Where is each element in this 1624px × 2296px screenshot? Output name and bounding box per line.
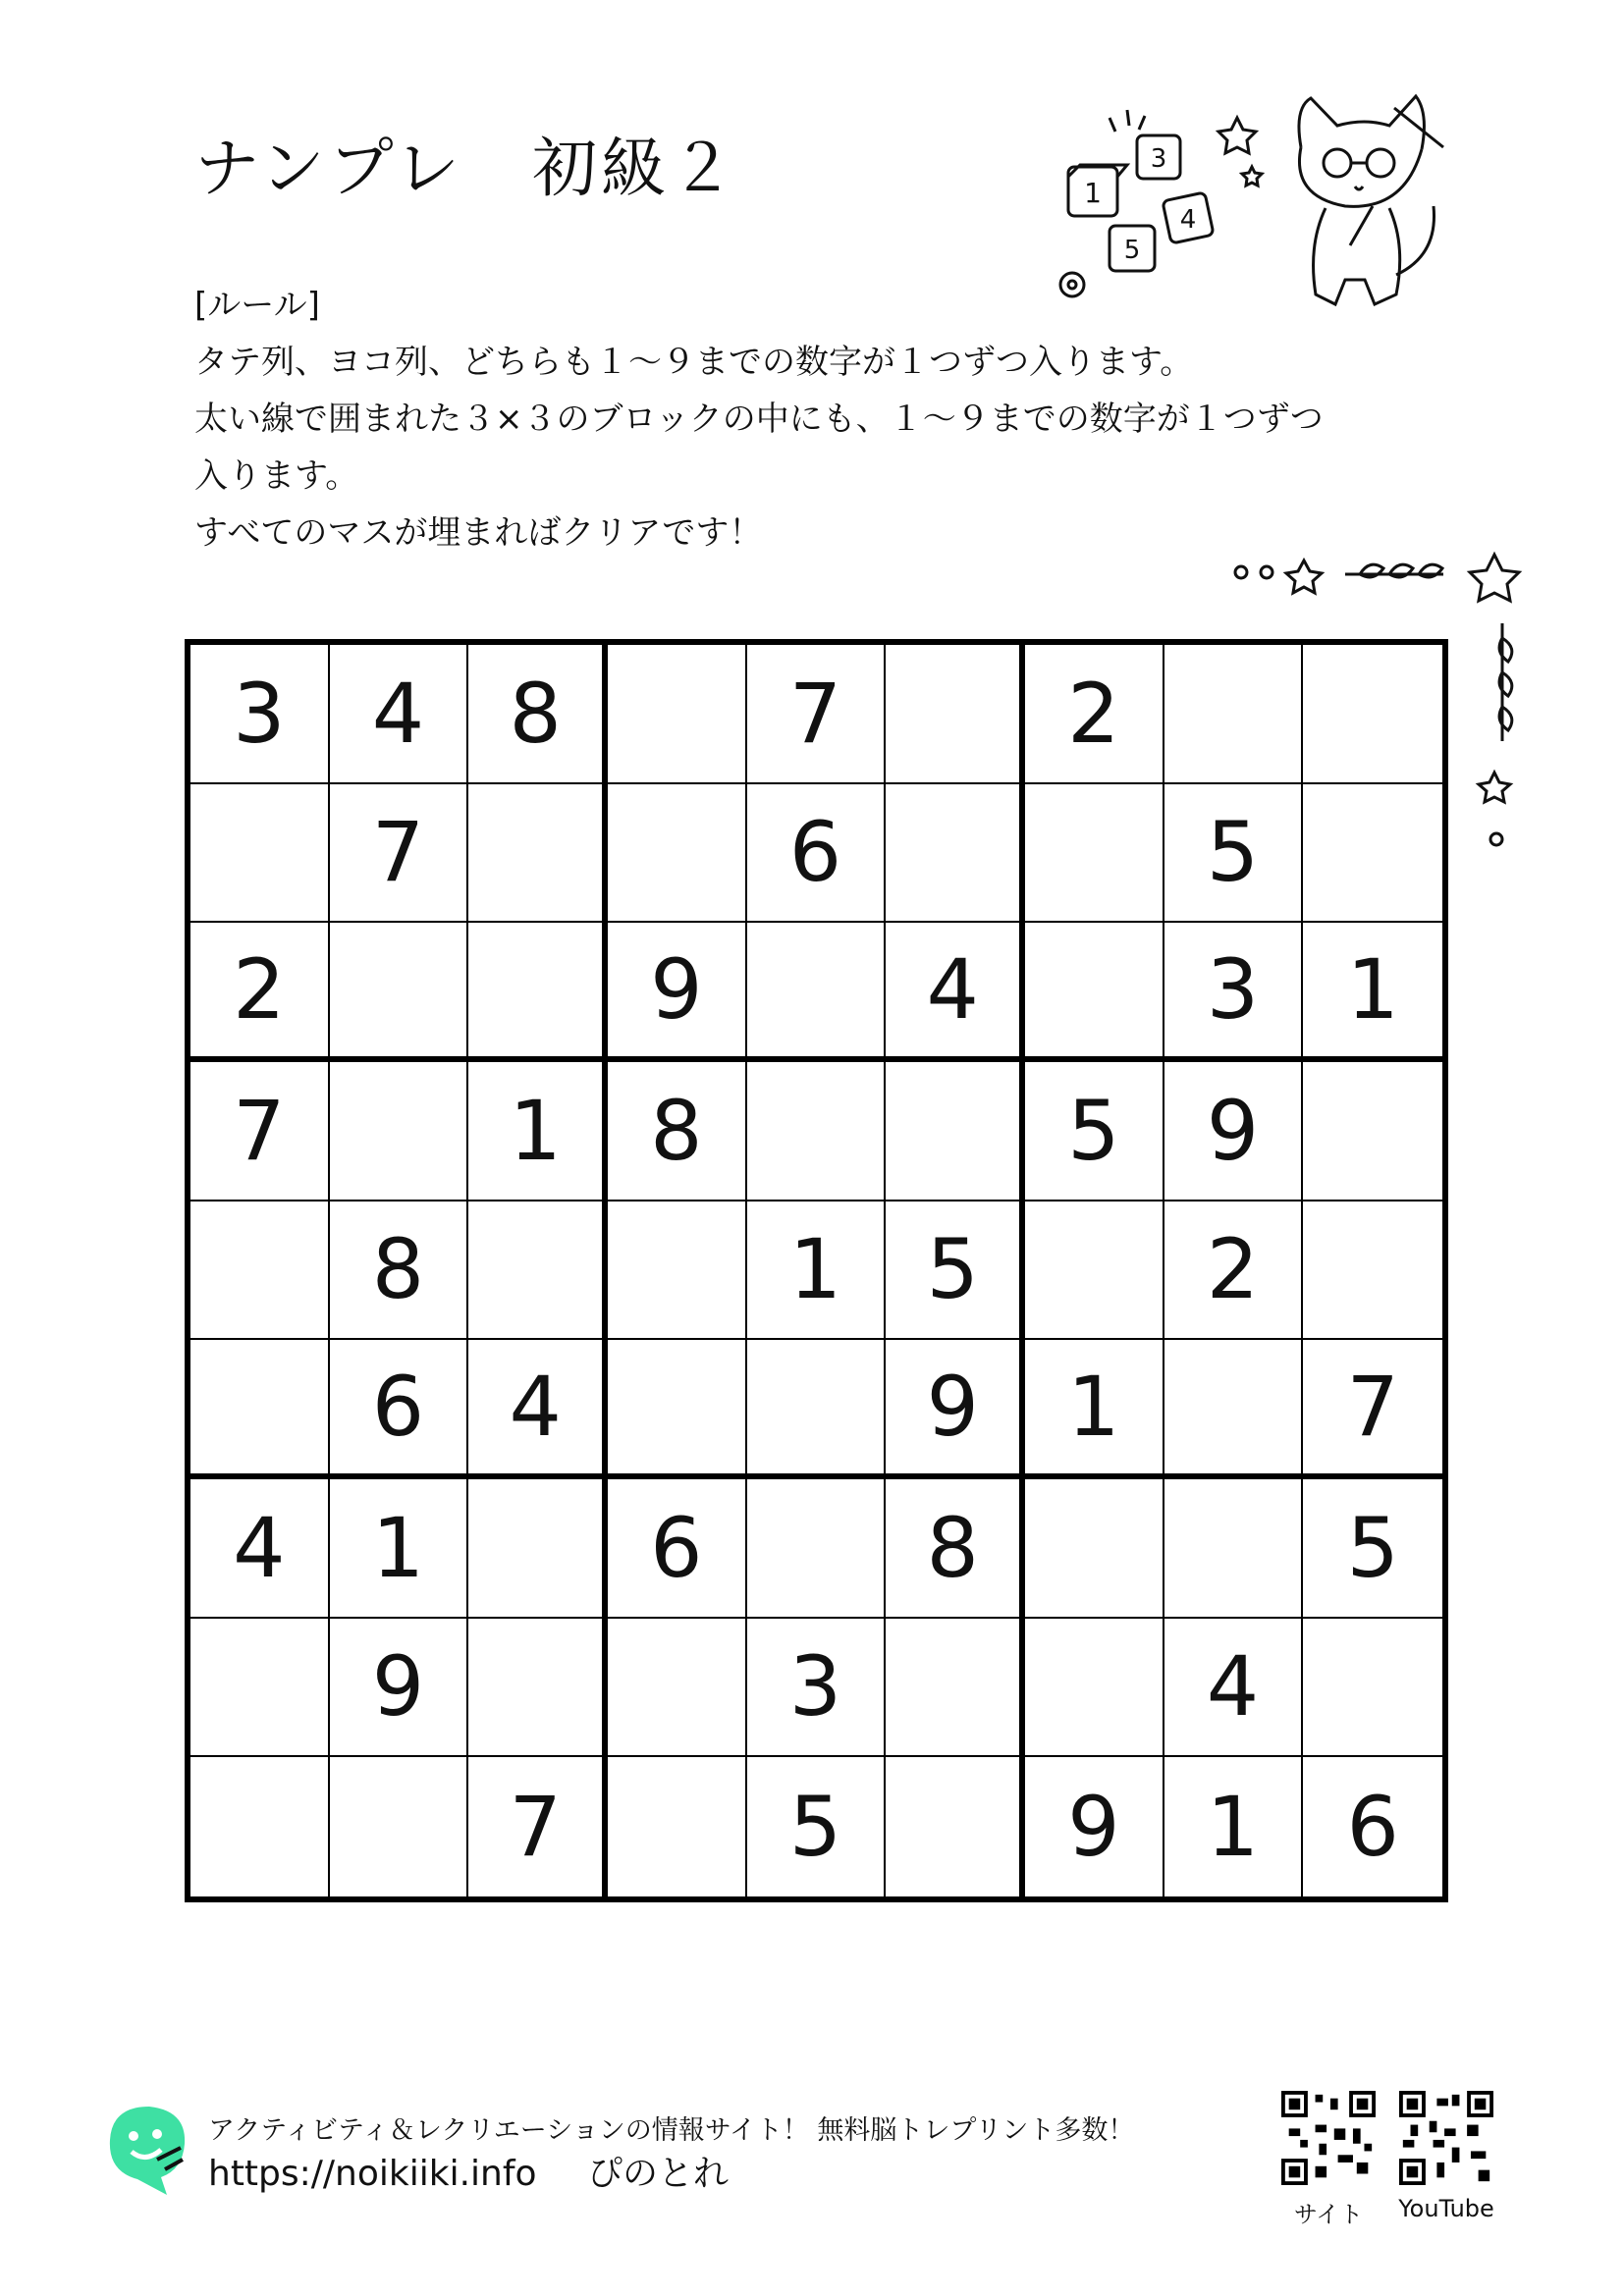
sudoku-cell[interactable]: 5 bbox=[747, 1757, 887, 1896]
svg-text:5: 5 bbox=[1123, 236, 1141, 265]
sudoku-cell[interactable] bbox=[1025, 1619, 1164, 1758]
sudoku-cell[interactable] bbox=[608, 1619, 747, 1758]
page-title: ナンプレ 初級２ bbox=[194, 131, 739, 206]
svg-text:3: 3 bbox=[1150, 144, 1167, 174]
rules-line: 太い線で囲まれた３×３のブロックの中にも、１～９までの数字が１つずつ bbox=[194, 400, 1324, 439]
sudoku-grid bbox=[185, 639, 1448, 1902]
sudoku-cell[interactable] bbox=[190, 784, 330, 924]
qr-site-caption: サイト bbox=[1293, 2201, 1364, 2228]
sudoku-cell[interactable]: 9 bbox=[1025, 1757, 1164, 1896]
sudoku-cell[interactable]: 9 bbox=[886, 1340, 1025, 1479]
sudoku-cell[interactable] bbox=[608, 1757, 747, 1896]
sudoku-cell[interactable] bbox=[1164, 645, 1304, 784]
sudoku-cell[interactable]: 7 bbox=[190, 1062, 330, 1201]
qr-code-icon bbox=[1399, 2091, 1493, 2185]
sudoku-cell[interactable] bbox=[1025, 923, 1164, 1062]
sudoku-cell[interactable] bbox=[468, 784, 608, 924]
sudoku-cell[interactable]: 7 bbox=[1303, 1340, 1442, 1479]
sudoku-cell[interactable] bbox=[1025, 1479, 1164, 1619]
sudoku-cell[interactable]: 1 bbox=[468, 1062, 608, 1201]
sudoku-cell[interactable]: 9 bbox=[608, 923, 747, 1062]
sudoku-cell[interactable]: 5 bbox=[886, 1201, 1025, 1341]
sudoku-cell[interactable] bbox=[608, 1201, 747, 1341]
sudoku-cell[interactable]: 8 bbox=[608, 1062, 747, 1201]
sudoku-cell[interactable] bbox=[886, 645, 1025, 784]
qr-code-icon bbox=[1281, 2091, 1376, 2185]
sudoku-cell[interactable]: 6 bbox=[608, 1479, 747, 1619]
star-icon bbox=[1479, 773, 1510, 802]
sudoku-cell[interactable] bbox=[468, 1619, 608, 1758]
sudoku-cell[interactable]: 4 bbox=[468, 1340, 608, 1479]
sudoku-cell[interactable]: 9 bbox=[330, 1619, 469, 1758]
sudoku-cell[interactable] bbox=[1303, 645, 1442, 784]
sudoku-cell[interactable] bbox=[1025, 1201, 1164, 1341]
footer-description: アクティビティ＆レクリエーションの情報サイト！ 無料脳トレプリント多数！ bbox=[208, 2115, 1135, 2146]
sudoku-cell[interactable] bbox=[1303, 1201, 1442, 1341]
qr-youtube-block[interactable] bbox=[1392, 2091, 1500, 2222]
svg-text:4: 4 bbox=[1179, 205, 1197, 235]
rules-heading: [ルール] bbox=[194, 286, 320, 325]
cat-icon bbox=[1299, 96, 1443, 304]
sudoku-cell[interactable] bbox=[1303, 1619, 1442, 1758]
footer-url-line bbox=[208, 2146, 768, 2196]
sudoku-cell[interactable]: 3 bbox=[190, 645, 330, 784]
sudoku-cell[interactable] bbox=[747, 1340, 887, 1479]
sudoku-cell[interactable]: 8 bbox=[468, 645, 608, 784]
sudoku-cell[interactable]: 1 bbox=[330, 1479, 469, 1619]
sudoku-cell[interactable] bbox=[1164, 1479, 1304, 1619]
site-url-link[interactable]: https://noikiiki.info bbox=[208, 2154, 537, 2194]
star-icon bbox=[1218, 118, 1256, 153]
sudoku-cell[interactable]: 2 bbox=[1164, 1201, 1304, 1341]
sudoku-cell[interactable]: 4 bbox=[190, 1479, 330, 1619]
sudoku-cell[interactable]: 3 bbox=[1164, 923, 1304, 1062]
sudoku-cell[interactable] bbox=[468, 923, 608, 1062]
sudoku-cell[interactable] bbox=[886, 1619, 1025, 1758]
sudoku-cell[interactable] bbox=[330, 1757, 469, 1896]
sudoku-cell[interactable]: 6 bbox=[747, 784, 887, 924]
sudoku-cell[interactable] bbox=[886, 1757, 1025, 1896]
rules-line: すべてのマスが埋まればクリアです！ bbox=[194, 513, 763, 553]
sudoku-cell[interactable]: 6 bbox=[330, 1340, 469, 1479]
sudoku-cell[interactable] bbox=[747, 1479, 887, 1619]
sudoku-cell[interactable] bbox=[886, 784, 1025, 924]
qr-site-block[interactable] bbox=[1274, 2091, 1382, 2229]
sudoku-cell[interactable]: 2 bbox=[190, 923, 330, 1062]
sudoku-cell[interactable]: 4 bbox=[330, 645, 469, 784]
sudoku-cell[interactable] bbox=[190, 1757, 330, 1896]
sudoku-cell[interactable]: 2 bbox=[1025, 645, 1164, 784]
dice-4 bbox=[1163, 192, 1214, 243]
sudoku-cell[interactable]: 4 bbox=[1164, 1619, 1304, 1758]
star-icon bbox=[1286, 561, 1322, 593]
rules-line: 入ります。 bbox=[194, 456, 359, 496]
sudoku-cell[interactable] bbox=[1303, 784, 1442, 924]
sudoku-cell[interactable]: 7 bbox=[330, 784, 469, 924]
dice-5 bbox=[1110, 226, 1155, 271]
sudoku-cell[interactable] bbox=[1164, 1340, 1304, 1479]
sudoku-cell[interactable] bbox=[468, 1479, 608, 1619]
sudoku-cell[interactable] bbox=[1025, 784, 1164, 924]
sudoku-cell[interactable]: 5 bbox=[1303, 1479, 1442, 1619]
sudoku-cell[interactable] bbox=[330, 1062, 469, 1201]
pinotore-logo bbox=[98, 2101, 206, 2199]
sudoku-cell[interactable] bbox=[1303, 1062, 1442, 1201]
sudoku-cell[interactable] bbox=[886, 1062, 1025, 1201]
sudoku-cell[interactable] bbox=[747, 923, 887, 1062]
sudoku-cell[interactable] bbox=[190, 1340, 330, 1479]
sudoku-cell[interactable]: 3 bbox=[747, 1619, 887, 1758]
sudoku-cell[interactable]: 7 bbox=[747, 645, 887, 784]
sudoku-cell[interactable] bbox=[190, 1201, 330, 1341]
rules-line: タテ列、ヨコ列、どちらも１～９までの数字が１つずつ入ります。 bbox=[194, 343, 1194, 382]
sudoku-cell[interactable]: 1 bbox=[1303, 923, 1442, 1062]
svg-text:1: 1 bbox=[1084, 177, 1102, 209]
sudoku-cell[interactable] bbox=[608, 1340, 747, 1479]
sudoku-cell[interactable]: 7 bbox=[468, 1757, 608, 1896]
sudoku-cell[interactable]: 8 bbox=[330, 1201, 469, 1341]
sudoku-cell[interactable]: 5 bbox=[1164, 784, 1304, 924]
brand-name: ぴのとれ bbox=[587, 2154, 730, 2194]
dice-1 bbox=[1068, 165, 1127, 216]
sudoku-cell[interactable]: 6 bbox=[1346, 1779, 1399, 1876]
dice-3 bbox=[1137, 135, 1180, 179]
sudoku-cell[interactable]: 8 bbox=[886, 1479, 1025, 1619]
sudoku-cell[interactable]: 1 bbox=[1164, 1757, 1304, 1896]
sudoku-cell[interactable] bbox=[190, 1619, 330, 1758]
sudoku-cell[interactable] bbox=[747, 1062, 887, 1201]
sudoku-cell[interactable]: 1 bbox=[747, 1201, 887, 1341]
sudoku-cell[interactable] bbox=[608, 645, 747, 784]
sudoku-cell[interactable]: 1 bbox=[1025, 1340, 1164, 1479]
sudoku-cell[interactable]: 5 bbox=[1025, 1062, 1164, 1201]
sudoku-cell[interactable]: 9 bbox=[1164, 1062, 1304, 1201]
star-icon bbox=[1242, 167, 1262, 186]
sudoku-cell[interactable] bbox=[608, 784, 747, 924]
qr-youtube-caption: YouTube bbox=[1398, 2195, 1494, 2222]
star-icon bbox=[1470, 555, 1519, 601]
sudoku-cell[interactable] bbox=[330, 923, 469, 1062]
sudoku-cell[interactable]: 4 bbox=[886, 923, 1025, 1062]
rules-section bbox=[194, 277, 1490, 561]
sudoku-cell[interactable] bbox=[468, 1201, 608, 1341]
